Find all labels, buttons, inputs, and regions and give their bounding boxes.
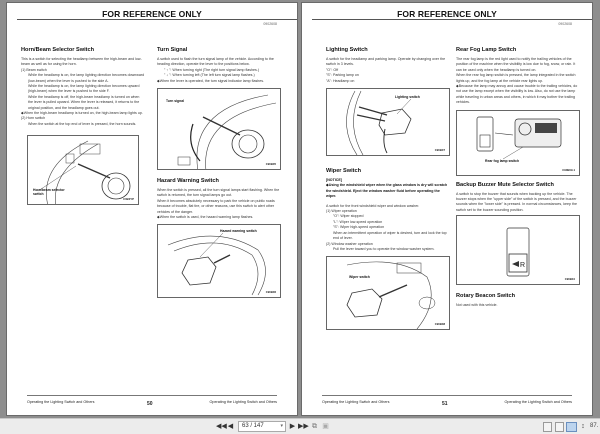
section-title-horn-beam: Horn/Beam Selector Switch: [21, 47, 95, 53]
text: "A": Headlamp on: [326, 78, 355, 83]
text: Pull the lever toward you to operate the window washer system.: [333, 246, 435, 251]
text: While the headlamp is on, the lamp lighting direction becomes upward (high-beam) when the lever is pushed to the side F.: [28, 84, 140, 94]
text: While the headlamp is off, the high-beam headlamp is turned on when the lever is pulled upward. When the lever is released, it returns to the original position, and the headlamp goes out.: [28, 94, 140, 110]
text: This is a switch for selecting the headlamp between the high-beam and low-beam as well as for using the horn.: [21, 57, 142, 67]
zoom-level[interactable]: 87.: [590, 423, 599, 429]
figure-lighting-switch: [326, 88, 450, 156]
section-title-lighting: Lighting Switch: [326, 47, 368, 53]
copy-icon: ⧉: [312, 423, 317, 430]
chevron-down-icon[interactable]: ▾: [280, 423, 283, 429]
two-page-view-button[interactable]: [566, 422, 577, 432]
prev-page-icon: ◀: [227, 423, 234, 430]
header-divider: [312, 19, 592, 20]
footer-title: Operating the Lighting Switch and Others: [322, 400, 390, 404]
figure-turn-signal: [157, 88, 281, 170]
figure-callout: Lighting switch: [395, 95, 420, 100]
text: Not used with this vehicle.: [456, 303, 498, 308]
text: The rear fog lamp is the red light used to notify the trailing vehicles of the position of the machine when the visibility is low due to fog, snow, or rain. It can be used only when the headlamp is turned on.: [456, 57, 576, 72]
copy-button[interactable]: [310, 422, 319, 432]
text: (1) Beam switch: [21, 67, 47, 72]
page-number-input[interactable]: [238, 421, 286, 432]
text: A switch for the headlamp and parking lamp. Operate by changing over the switch in 3 levels.: [326, 57, 446, 67]
section-title-rear-fog: Rear Fog Lamp Switch: [456, 47, 517, 53]
figure-code: C90B08: [434, 322, 445, 327]
print-button[interactable]: [321, 422, 330, 432]
reference-banner: FOR REFERENCE ONLY: [102, 9, 202, 19]
note: ◆Because the lamp may annoy and cause trouble to the trailing vehicles, do not use the lamp except when the visibility is low. Also, do not use the lamp while traveling in urban areas and others, in which it may bother the trailing vehicles.: [456, 84, 578, 105]
figure-code: C90B06: [265, 290, 276, 295]
section-title-hazard: Hazard Warning Switch: [157, 178, 219, 185]
section-title-rotary-beacon: Rotary Beacon Switch: [456, 293, 516, 300]
figure-rear-fog-switch: [456, 110, 580, 176]
text: While the headlamp is on, the lamp lighting direction becomes downward (low-beam) when the lever is pushed to the side A.: [28, 73, 145, 83]
single-page-view-button[interactable]: [543, 422, 552, 432]
notice-text: ◆Using the windshield wiper when the glass window is dry will scratch the windshield. Eject the window washer fluid before operating the wiper.: [326, 183, 448, 199]
figure-code: C90B05: [265, 162, 276, 167]
rear-fog-illustration: [457, 111, 580, 176]
reference-banner: FOR REFERENCE ONLY: [397, 9, 497, 19]
doc-code: 0902608: [558, 22, 572, 26]
text: (1) Wiper operation: [326, 209, 357, 214]
text: "O": Wiper stopped: [333, 214, 364, 219]
buzzer-switch-illustration: [457, 216, 580, 285]
figure-callout: Turn signal: [166, 99, 185, 104]
page-51: [301, 2, 593, 416]
doc-code: 0902608: [263, 22, 277, 26]
figure-hazard-switch: [157, 224, 281, 298]
next-page-icon: ▶: [289, 423, 296, 430]
viewer-toolbar: [0, 418, 600, 434]
text: (2) Window washer operation: [326, 241, 373, 246]
note: ◆When the lever is operated, the turn signal indicator lamp flashes.: [157, 78, 265, 83]
note: ◆When the switch is used, the hazard warning lamp flashes.: [157, 215, 254, 220]
text: When the rear fog lamp switch is pressed, the lamp integrated in the switch lights up, and the fog lamp at the vehicle rear lights up.: [456, 73, 576, 83]
footer-title: Operating the Lighting Switch and Others: [209, 400, 277, 404]
footer-title: Operating the Lighting Switch and Others: [504, 400, 572, 404]
print-icon: ▣: [322, 423, 329, 430]
text: When the switch at the top end of lever is pressed, the horn sounds.: [28, 121, 137, 126]
footer-divider: [27, 395, 277, 396]
text: " ↑ ": When turning right (The right turn signal lamp flashes.): [164, 67, 260, 72]
left-column: [326, 47, 450, 330]
figure-code: C90B07: [434, 148, 445, 153]
continuous-view-button[interactable]: [555, 422, 564, 432]
last-page-button[interactable]: [298, 422, 309, 432]
footer-title: Operating the Lighting Switch and Others: [27, 400, 95, 404]
last-page-icon: ▶▶: [298, 423, 309, 430]
section-title-turn-signal: Turn Signal: [157, 47, 188, 53]
figure-callout: Rear fog lamp switch: [485, 158, 520, 163]
footer-divider: [322, 395, 572, 396]
right-column: [456, 47, 580, 309]
left-column: [21, 47, 145, 205]
fit-width-icon: ↕: [581, 423, 585, 430]
figure-code: C90B10: [564, 277, 575, 282]
figure-callout: Horn/beam selector switch: [33, 188, 65, 197]
text: "S": Wiper high-speed operation: [333, 225, 385, 230]
page-50: [6, 2, 298, 416]
page-number-value: 63 / 147: [242, 423, 264, 429]
figure-callout: Hazard warning switch: [220, 229, 257, 234]
wiper-illustration: [327, 257, 450, 330]
figure-code: C90B09-1: [562, 167, 575, 172]
page-number: 50: [147, 401, 153, 407]
notice-label: [NOTICE]: [326, 178, 342, 183]
text: A switch to stop the buzzer that sounds when backing up the vehicle. The buzzer stops when the "upper side" of the switch is pressed, and the buzzer sounds when the "lower side" is pressed. In normal circumstances, keep the switch set to the buzzer sounding position.: [456, 191, 578, 212]
note: ◆When the high-beam headlamp is turned on, the high-beam lamp lights up.: [21, 111, 143, 116]
text: "L": Wiper low-speed operation: [333, 219, 383, 224]
text: "S": Parking lamp on: [326, 73, 359, 78]
text: A switch for the front windshield wiper and window washer.: [326, 203, 420, 208]
text: (2) Horn switch: [21, 116, 46, 121]
figure-buzzer-switch: [456, 215, 580, 285]
next-page-button[interactable]: [289, 422, 296, 432]
text: "O": Off: [326, 67, 339, 72]
fit-width-button[interactable]: [579, 422, 587, 432]
text: " ↓ ": When turning left (The left turn signal lamp flashes.): [164, 73, 255, 78]
figure-wiper-switch: [326, 256, 450, 330]
section-title-wiper: Wiper Switch: [326, 168, 362, 175]
figure-callout: Wiper switch: [349, 275, 370, 280]
first-page-button[interactable]: [216, 422, 227, 432]
figure-horn-beam-switch: [27, 135, 139, 205]
svg-text:R: R: [520, 262, 526, 270]
text: A switch used to flash the turn signal lamp of the vehicle. According to the heading direction, operate the lever to the positions below.: [157, 57, 274, 67]
figure-code: C0B0YP: [123, 197, 134, 202]
section-title-backup-buzzer: Backup Buzzer Mute Selector Switch: [456, 181, 554, 188]
header-divider: [17, 19, 297, 20]
text: When it becomes absolutely necessary to park the vehicle on public roads because of trouble, flat tire, or other reasons, use this switch to alert other vehicles of the danger.: [157, 198, 275, 214]
lighting-illustration: [327, 89, 450, 156]
text: When the switch is pressed, all the turn signal lamps start flashing. When the switch is returned, the turn signal lamps go out.: [157, 188, 280, 198]
text: When an intermittent operation of wiper is desired, turn and lock the top end of lever.: [333, 230, 447, 241]
first-page-icon: ◀◀: [216, 423, 227, 430]
hazard-illustration: [158, 225, 281, 298]
prev-page-button[interactable]: [227, 422, 234, 432]
right-column: [157, 47, 281, 298]
page-number: 51: [442, 401, 448, 407]
